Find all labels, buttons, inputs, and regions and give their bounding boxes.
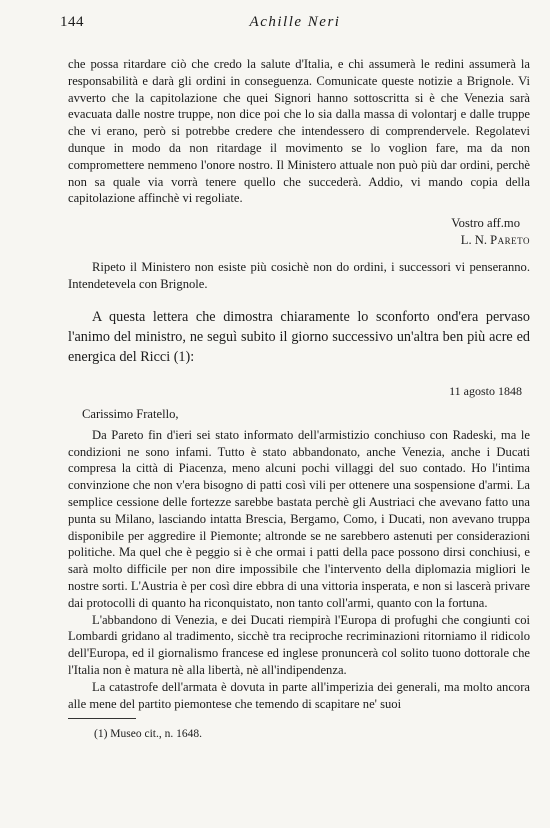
letter-paragraph-1: Da Pareto fin d'ieri sei stato informato dell'armistizio conchiuso con Radeski, ma le condizioni ne sono infami. Tutto è stato abbandonato, anche Venezia, anche i Ducati compresa la città di Piacenza, meno alcuni pochi villaggi del suo contado. Ho l'intima convinzione che non v'era bisogno di patti così vili per ottenere una sospensione d'armi. La semplice cessione delle fortezze sarebbe bastata perchè gli Austriaci che avevano fatto una punta su Milano, lasciando intatta Brescia, Bergamo, Como, i Ducati, non avevano truppa disponibile per aggredire il Piemonte; altronde se ne sarebbero astenuti per considerazioni politiche. Ma quel che è peggio si è che ormai i patti della pace possono dirsi conchiusi, e sarà molto difficile per non dire impossibile che l'intervento della diplomazia migliori le nostre sorti. L'Austria è per così dire ebbra di una vittoria insperata, e non si lascerà privare dai protocolli di quanto ha riconquistato, non tanto coll'armi, quanto con la fortuna.	[68, 427, 530, 610]
letter-continuation: che possa ritardare ciò che credo la salute d'Italia, e chi assumerà le redini assumerà la responsabilità e darà gli ordini in conseguenza. Comunicate queste notizie a Brignole. Vi avverto che la capitolazione che quei Signori hanno sottoscritta si è che Venezia sarà evacuata dalle nostre truppe, non dice poi che lo sia dalla massa di volontarj e dalle truppe che vi erano, però si potrebbe credere che intendessero di comprendervele. Regolatevi dunque in modo da non ritardage il movimento se lo voglion fare, ma da non compromettere nemmeno l'onore nostro. Il Ministero attuale non può più dar ordini, perchè non sa quale via vorrà tenere quello che succederà. Addio, vi mando copia della capitolazione affinchè vi regoliate.	[68, 57, 530, 206]
letter-salutation: Carissimo Fratello,	[82, 406, 179, 421]
footnote: (1) Museo cit., n. 1648.	[94, 728, 202, 741]
letter-closing: Vostro aff.mo	[451, 216, 520, 231]
footnote-rule	[68, 718, 136, 719]
running-title: Achille Neri	[249, 14, 341, 30]
letter-paragraph-3: La catastrofe dell'armata è dovuta in parte all'imperizia dei generali, ma molto ancora alle mene del partito piemontese che temendo di scapitare ne' suoi	[68, 679, 530, 711]
narrative-paragraph: A questa lettera che dimostra chiaramente lo sconforto ond'era pervaso l'animo del ministro, ne seguì subito il giorno successivo un'altra ben più acre ed energica del Ricci (1):	[68, 308, 530, 365]
page-number: 144	[60, 14, 84, 30]
page-header	[60, 14, 530, 34]
page-body	[68, 56, 530, 742]
signature-name: Pareto	[490, 233, 530, 248]
letter-signature	[68, 232, 530, 249]
letter-paragraph-2: L'abbandono di Venezia, e dei Ducati riempirà l'Europa di profughi che congiunti coi Lombardi gridano al tradimento, sicchè tra reciproche recriminazioni ritorniamo il ridicolo dell'Europa, ed il giornalismo francese ed inglese pronuncerà col solito tuono dottorale che l'Italia non è matura nè alla libertà, nè all'indipendenza.	[68, 612, 530, 677]
postscript: Ripeto il Ministero non esiste più cosichè non do ordini, i successori vi penseranno. Intendetevela con Brignole.	[68, 260, 530, 291]
signature-initials: L. N.	[460, 233, 487, 248]
letter-date: 11 agosto 1848	[449, 383, 522, 398]
